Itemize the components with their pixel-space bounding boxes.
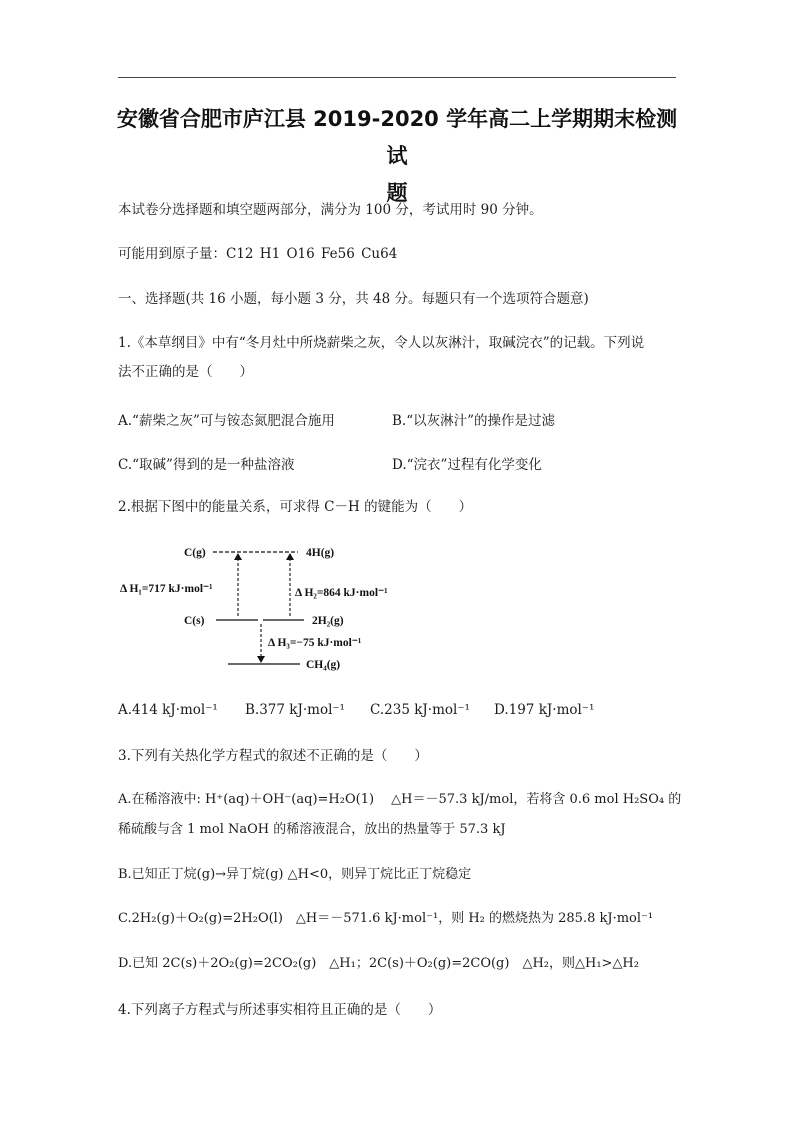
q3-option-a-line-2: 稀硫酸与含 1 mol NaOH 的稀溶液混合，放出的热量等于 57.3 kJ (118, 822, 506, 837)
q1-option-b: B.“以灰淋汁”的操作是过滤 (392, 413, 556, 429)
label-cg: C(g) (184, 547, 206, 559)
q1-stem-line-2: 法不正确的是（ ） (118, 364, 253, 380)
q1-option-a: A.“薪柴之灰”可与铵态氮肥混合施用 (118, 413, 335, 429)
q3-stem: 3.下列有关热化学方程式的叙述不正确的是（ ） (118, 748, 428, 764)
arrow-dh1-head (234, 553, 242, 560)
energy-diagram (118, 536, 418, 676)
label-cs: C(s) (184, 615, 205, 627)
page-title (112, 101, 682, 212)
q1-stem-line-1: 1.《本草纲目》中有“冬月灶中所烧薪柴之灰，令人以灰淋汁，取碱浣衣”的记载。下列说 (118, 335, 645, 351)
title-line-2: 题 (386, 181, 408, 205)
q3-option-d: D.已知 2C(s)＋2O₂(g)=2CO₂(g) △H₁；2C(s)＋O₂(g)=2CO(g) △H₂，则△H₁>△H₂ (118, 956, 639, 971)
arrow-dh2-head (286, 553, 294, 560)
section-heading: 一、选择题(共 16 小题，每小题 3 分，共 48 分。每题只有一个选项符合题意) (118, 291, 589, 307)
arrow-dh3-head (257, 656, 265, 663)
q1-option-c: C.“取碱”得到的是一种盐溶液 (118, 457, 295, 473)
q4-stem: 4.下列离子方程式与所述事实相符且正确的是（ ） (118, 1002, 442, 1018)
label-dh2: Δ H₂=864 kJ·mol⁻¹ (295, 587, 388, 599)
q2-option-d: D.197 kJ·mol⁻¹ (494, 702, 595, 718)
label-4hg: 4H(g) (306, 547, 335, 559)
label-dh1: Δ H₁=717 kJ·mol⁻¹ (120, 583, 213, 595)
label-2h2g: 2H₂(g) (312, 615, 344, 627)
q3-option-a-line-1: A.在稀溶液中: H⁺(aq)＋OH⁻(aq)=H₂O(1) △H＝－57.3 kJ/mol，若将含 0.6 mol H₂SO₄ 的 (118, 792, 682, 807)
label-dh3: Δ H₃=−75 kJ·mol⁻¹ (268, 637, 362, 649)
q1-option-d: D.“浣衣”过程有化学变化 (392, 457, 542, 473)
q2-stem: 2.根据下图中的能量关系，可求得 C－H 的键能为（ ） (118, 499, 473, 515)
q3-option-b: B.已知正丁烷(g)→异丁烷(g) △H<0，则异丁烷比正丁烷稳定 (118, 867, 472, 882)
q3-option-c: C.2H₂(g)＋O₂(g)=2H₂O(l) △H＝－571.6 kJ·mol⁻¹，则 H₂ 的燃烧热为 285.8 kJ·mol⁻¹ (118, 911, 654, 926)
q2-option-b: B.377 kJ·mol⁻¹ (245, 702, 345, 718)
atomic-masses: 可能用到原子量：C12 H1 O16 Fe56 Cu64 (118, 246, 398, 262)
q2-option-a: A.414 kJ·mol⁻¹ (118, 702, 218, 718)
intro-text: 本试卷分选择题和填空题两部分，满分为 100 分，考试用时 90 分钟。 (118, 202, 543, 218)
title-line-1: 安徽省合肥市庐江县 2019-2020 学年高二上学期期末检测试 (116, 107, 678, 168)
q2-option-c: C.235 kJ·mol⁻¹ (370, 702, 470, 718)
label-ch4g: CH₄(g) (306, 659, 341, 671)
header-rule (118, 77, 676, 78)
